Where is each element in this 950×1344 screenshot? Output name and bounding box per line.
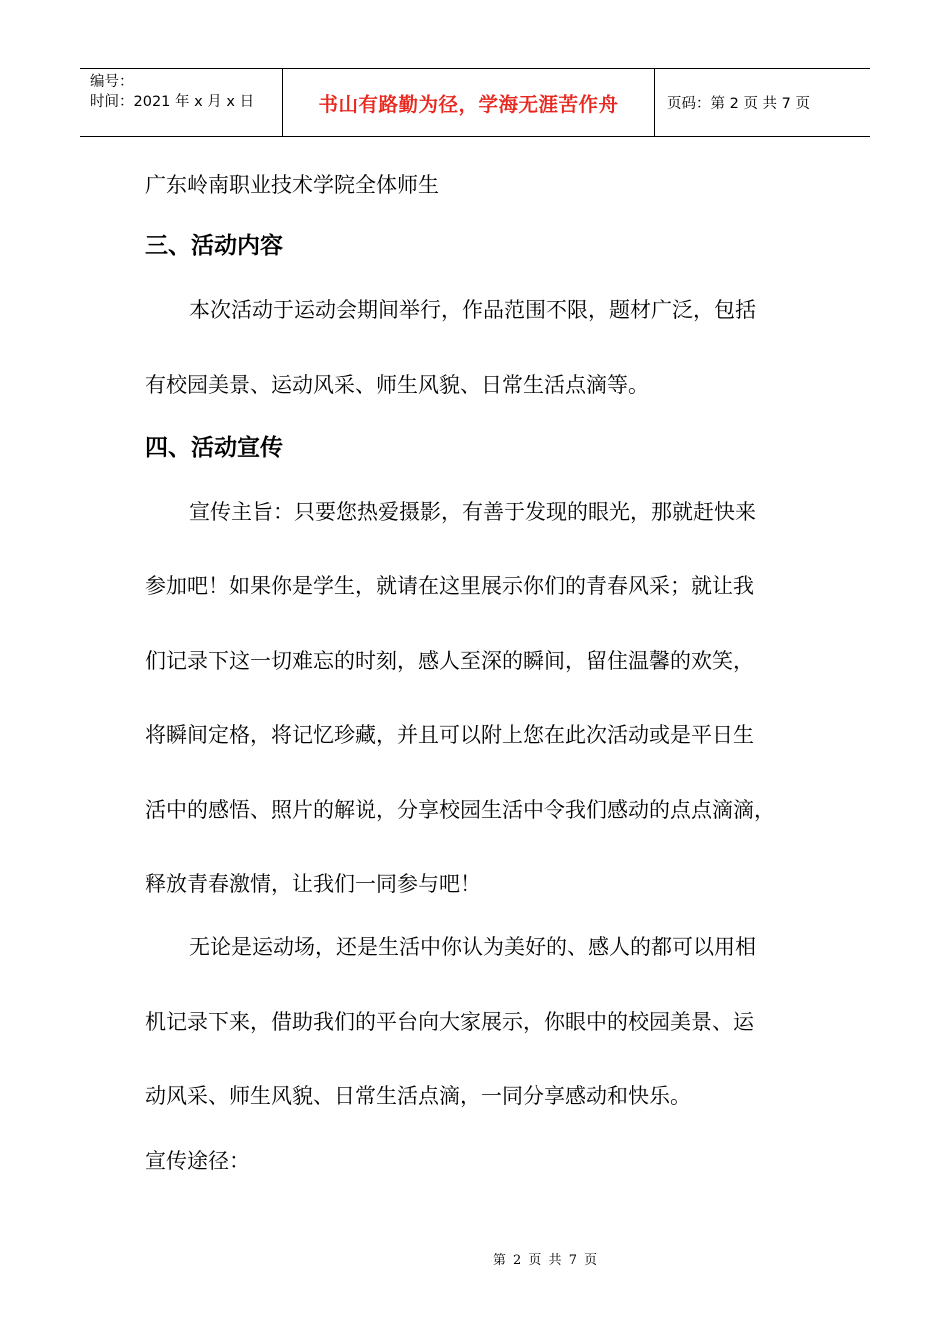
page-footer: 第 2 页 共 7 页 [492, 1253, 598, 1268]
body-text-line: 宣传主旨：只要您热爱摄影，有善于发现的眼光，那就赶快来 [189, 500, 756, 524]
header-motto: 书山有路勤为径，学海无涯苦作舟 [283, 69, 655, 136]
body-text-line: 们记录下这一切难忘的时刻，感人至深的瞬间，留住温馨的欢笑， [145, 649, 754, 673]
page-header [80, 68, 870, 137]
body-text-line: 活中的感悟、照片的解说，分享校园生活中令我们感动的点点滴滴， [145, 798, 775, 822]
section-heading-3: 三、活动内容 [145, 233, 283, 259]
body-text-line: 参加吧！如果你是学生，就请在这里展示你们的青春风采；就让我 [145, 574, 754, 598]
body-text-line: 本次活动于运动会期间举行，作品范围不限，题材广泛，包括 [189, 298, 756, 322]
header-meta-cell [80, 69, 283, 136]
document-number-label: 编号： [90, 74, 134, 90]
header-page-info: 页码：第 2 页 共 7 页 [667, 96, 810, 112]
body-text-line: 机记录下来，借助我们的平台向大家展示，你眼中的校园美景、运 [145, 1010, 754, 1034]
body-text-line: 宣传途径： [145, 1149, 250, 1173]
section-heading-4: 四、活动宣传 [145, 435, 283, 461]
body-text-line: 广东岭南职业技术学院全体师生 [145, 173, 439, 197]
document-time-label: 时间：2021 年 x 月 x 日 [90, 94, 255, 110]
body-text-line: 释放青春激情，让我们一同参与吧！ [145, 872, 481, 896]
body-text-line: 无论是运动场，还是生活中你认为美好的、感人的都可以用相 [189, 935, 756, 959]
body-text-line: 将瞬间定格，将记忆珍藏，并且可以附上您在此次活动或是平日生 [145, 723, 754, 747]
body-text-line: 有校园美景、运动风采、师生风貌、日常生活点滴等。 [145, 373, 649, 397]
body-text-line: 动风采、师生风貌、日常生活点滴，一同分享感动和快乐。 [145, 1084, 691, 1108]
